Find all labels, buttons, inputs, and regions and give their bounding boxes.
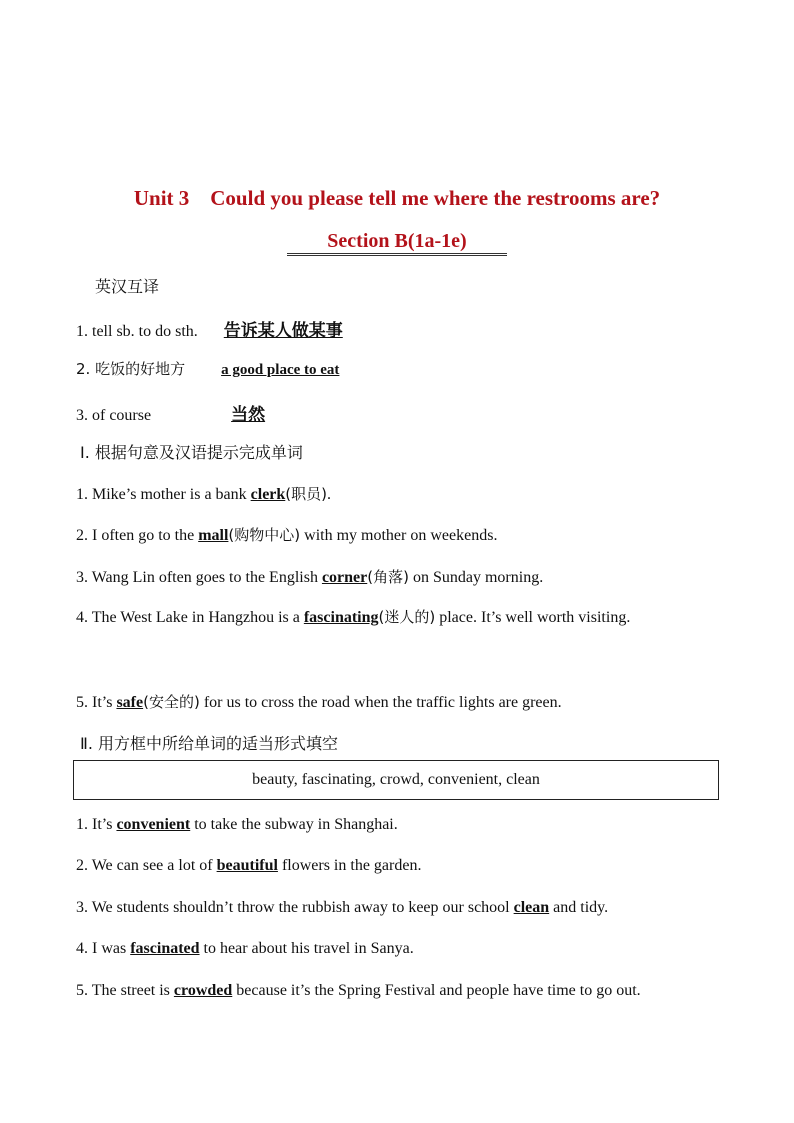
- chinese-hint: (安全的): [143, 693, 200, 711]
- sentence-text: 3. We students shouldn’t throw the rubbish away to keep our school: [76, 899, 514, 916]
- word-box: [73, 760, 719, 800]
- chinese-hint: (迷人的): [378, 608, 436, 626]
- sentence-text: 3. Wang Lin often goes to the English: [76, 569, 322, 586]
- part1-item-5: [76, 691, 562, 712]
- translation-heading: 英汉互译: [95, 277, 160, 296]
- translation-prefix: 2. 吃饭的好地方: [76, 360, 186, 378]
- sentence-text: with my mother on weekends.: [300, 527, 498, 544]
- part1-item-4: [76, 597, 718, 638]
- answer-word: clerk: [250, 486, 286, 503]
- section-subtitle: Section B(1a-1e): [287, 229, 507, 256]
- sentence-text: and tidy.: [549, 899, 609, 916]
- sentence-text: to take the subway in Shanghai.: [190, 816, 398, 833]
- sentence-text: 2. I often go to the: [76, 527, 199, 544]
- sentence-text: 4. The West Lake in Hangzhou is a: [76, 609, 304, 626]
- sentence-text: 2. We can see a lot of: [76, 857, 217, 874]
- translation-answer: 告诉某人做某事: [223, 321, 343, 341]
- word-box-text: beauty, fascinating, crowd, convenient, clean: [252, 771, 540, 788]
- translation-item-2: [76, 358, 339, 379]
- translation-item-3: [76, 400, 265, 425]
- part2-item-3: [76, 899, 608, 917]
- sentence-text: .: [327, 486, 332, 503]
- sentence-text: because it’s the Spring Festival and people have time to go out.: [232, 982, 641, 999]
- sentence-text: 1. It’s: [76, 816, 117, 833]
- part1-heading: Ⅰ. 根据句意及汉语提示完成单词: [80, 443, 303, 462]
- translation-prefix: 3. of course: [76, 407, 152, 424]
- sentence-text: flowers in the garden.: [277, 857, 422, 874]
- sentence-text: place. It’s well worth visiting.: [435, 609, 631, 626]
- answer-word: clean: [513, 899, 550, 916]
- sentence-text: 5. It’s: [76, 694, 117, 711]
- answer-word: mall: [198, 527, 229, 544]
- answer-word: convenient: [116, 816, 191, 833]
- part2-item-1: [76, 816, 398, 834]
- answer-word: fascinating: [303, 609, 379, 626]
- answer-word: safe: [116, 694, 144, 711]
- part1-item-1: [76, 483, 331, 504]
- translation-answer: a good place to eat: [221, 362, 340, 378]
- sentence-text: for us to cross the road when the traffic lights are green.: [199, 694, 562, 711]
- part2-item-4: [76, 940, 414, 958]
- part1-item-2: [76, 524, 497, 545]
- part1-item-3: [76, 566, 543, 587]
- answer-word: fascinated: [130, 940, 200, 957]
- sentence-text: on Sunday morning.: [408, 569, 544, 586]
- part2-item-5: [76, 971, 718, 1011]
- chinese-hint: (职员): [285, 485, 328, 503]
- translation-answer: 当然: [231, 405, 266, 425]
- page-title: Unit 3 Could you please tell me where the restrooms are?: [133, 186, 661, 210]
- answer-word: beautiful: [216, 857, 278, 874]
- chinese-hint: (角落): [367, 568, 409, 586]
- translation-prefix: 1. tell sb. to do sth.: [76, 323, 198, 340]
- sentence-text: to hear about his travel in Sanya.: [199, 940, 414, 957]
- answer-word: corner: [321, 569, 368, 586]
- sentence-text: 4. I was: [76, 940, 131, 957]
- sentence-text: 1. Mike’s mother is a bank: [76, 486, 251, 503]
- translation-item-1: [76, 316, 343, 341]
- chinese-hint: (购物中心): [228, 526, 301, 544]
- answer-word: crowded: [173, 982, 233, 999]
- sentence-text: 5. The street is: [76, 982, 174, 999]
- part2-item-2: [76, 857, 421, 875]
- part2-heading: Ⅱ. 用方框中所给单词的适当形式填空: [80, 734, 339, 753]
